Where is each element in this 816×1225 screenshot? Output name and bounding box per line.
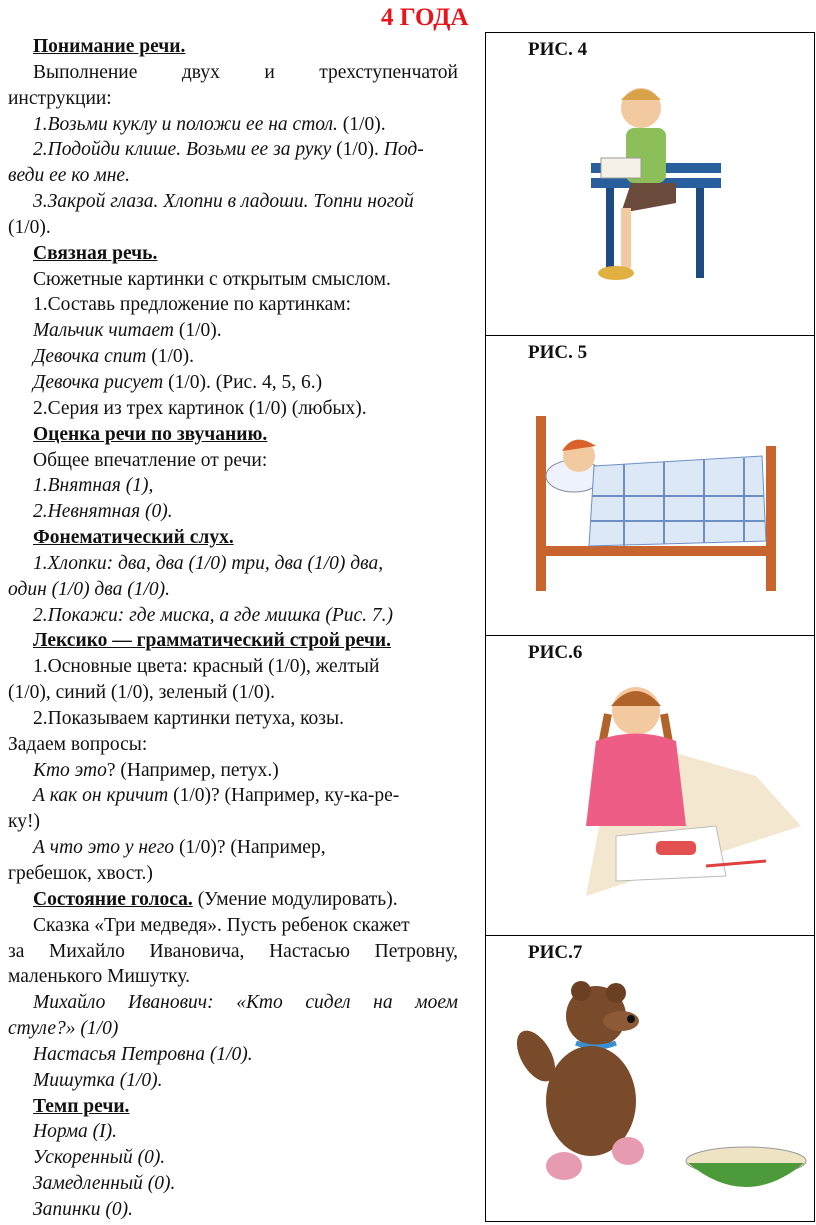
- text-segment: за Михайло Ивановича, Настасью Петровну,: [8, 940, 458, 962]
- italic-text: Девочка рисует: [33, 371, 164, 393]
- text-line: [8, 422, 458, 448]
- text-segment: (Умение модулировать).: [192, 888, 398, 910]
- text-line: [8, 990, 458, 1016]
- text-line: [8, 783, 458, 809]
- text-line: [8, 34, 458, 60]
- italic-text: 2.Покажи: где миска, а где мишка (Рис. 7.): [33, 604, 394, 626]
- italic-text: стуле?» (1/0): [8, 1018, 119, 1040]
- teddy-bear-and-bowl-illustration: [516, 981, 816, 1211]
- boy-reading-illustration: [581, 78, 731, 308]
- section-heading: Оценка речи по звучанию.: [33, 423, 268, 445]
- text-segment: 2.Показываем картинки петуха, козы.: [33, 707, 344, 729]
- text-segment: (1/0).: [146, 346, 194, 368]
- section-heading: Фонематический слух.: [33, 527, 234, 549]
- text-line: [8, 732, 458, 758]
- text-line: [8, 86, 458, 112]
- section-heading: Связная речь.: [33, 242, 158, 264]
- text-segment: (1/0).: [174, 320, 222, 342]
- text-line: [8, 680, 458, 706]
- italic-text: Под-: [383, 139, 424, 161]
- text-line: [8, 318, 458, 344]
- text-segment: Задаем вопросы:: [8, 733, 148, 755]
- italic-text: Кто это: [33, 759, 107, 781]
- text-line: [8, 1119, 458, 1145]
- italic-text: веди ее ко мне.: [8, 165, 130, 187]
- text-segment: ку!): [8, 811, 40, 833]
- text-line: [8, 551, 458, 577]
- text-line: [8, 1068, 458, 1094]
- text-segment: инструкции:: [8, 87, 112, 109]
- italic-text: Мальчик читает: [33, 320, 175, 342]
- text-line: [8, 654, 458, 680]
- section-heading: Лексико — грамматический строй речи.: [33, 630, 392, 652]
- text-line: [8, 913, 458, 939]
- text-line: [8, 267, 458, 293]
- text-line: [8, 370, 458, 396]
- text-segment: ? (Например, петух.): [106, 759, 279, 781]
- text-line: [8, 137, 458, 163]
- text-segment: (1/0)? (Например, ку-ка-ре-: [168, 785, 400, 807]
- figure-cell-5: [486, 336, 814, 636]
- italic-text: Замедленный (0).: [33, 1173, 176, 1195]
- text-line: [8, 60, 458, 86]
- text-segment: Сюжетные картинки с открытым смыслом.: [33, 268, 391, 290]
- text-segment: Общее впечатление от речи:: [33, 449, 268, 471]
- italic-text: 2.Невнятная (0).: [33, 501, 173, 523]
- text-line: [8, 628, 458, 654]
- section-heading: Понимание речи.: [33, 36, 186, 57]
- text-line: [8, 887, 458, 913]
- italic-text: 1.Внятная (1),: [33, 475, 154, 497]
- text-line: [8, 473, 458, 499]
- figure-caption: РИС. 5: [528, 342, 588, 363]
- text-line: [8, 215, 458, 241]
- text-segment: Выполнение двух и трехступенчатой: [33, 61, 458, 83]
- girl-sleeping-illustration: [534, 406, 784, 596]
- figure-cell-6: [486, 636, 814, 936]
- italic-text: 3.Закрой глаза. Хлопни в ладоши. Топни ногой: [33, 191, 414, 213]
- text-segment: гребешок, хвост.): [8, 863, 153, 884]
- figure-caption: РИС. 4: [528, 39, 588, 60]
- text-line: [8, 861, 458, 887]
- section-heading: Состояние голоса.: [33, 888, 193, 910]
- italic-text: Запинки (0).: [33, 1198, 133, 1220]
- text-line: [8, 1197, 458, 1223]
- text-line: [8, 163, 458, 189]
- text-line: [8, 1094, 458, 1120]
- text-line: [8, 1171, 458, 1197]
- text-line: [8, 758, 458, 784]
- text-segment: 1.Основные цвета: красный (1/0), желтый: [33, 656, 380, 678]
- figure-cell-4: [486, 33, 814, 336]
- italic-text: А как он кричит: [33, 785, 169, 807]
- text-line: [8, 964, 458, 990]
- text-line: [8, 809, 458, 835]
- text-line: [8, 525, 458, 551]
- text-line: [8, 189, 458, 215]
- section-heading: Темп речи.: [33, 1095, 130, 1117]
- text-line: [8, 448, 458, 474]
- figures-table: [485, 32, 815, 1222]
- figure-cell-7: [486, 936, 814, 1223]
- italic-text: один (1/0) два (1/0).: [8, 578, 171, 600]
- text-segment: 1.Составь предложение по картинкам:: [33, 294, 352, 316]
- figure-caption: РИС.7: [528, 942, 583, 963]
- italic-text: Мишутка (1/0).: [33, 1069, 163, 1091]
- text-line: [8, 939, 458, 965]
- italic-text: Михайло Иванович: «Кто сидел на моем: [33, 992, 458, 1014]
- text-segment: (1/0).: [331, 139, 384, 161]
- text-segment: 2.Серия из трех картинок (1/0) (любых).: [33, 397, 367, 419]
- italic-text: Настасья Петровна (1/0).: [33, 1043, 253, 1065]
- text-line: [8, 1145, 458, 1171]
- text-line: [8, 835, 458, 861]
- text-line: [8, 603, 458, 629]
- text-segment: (1/0)? (Например,: [174, 837, 326, 859]
- italic-text: Норма (I).: [33, 1121, 118, 1143]
- text-line: [8, 344, 458, 370]
- italic-text: Девочка спит: [33, 346, 147, 368]
- italic-text: Ускоренный (0).: [33, 1147, 166, 1169]
- text-segment: Сказка «Три медведя». Пусть ребенок скажет: [33, 914, 410, 936]
- text-segment: маленького Мишутку.: [8, 966, 191, 988]
- text-line: [8, 396, 458, 422]
- text-segment: (1/0).: [8, 216, 51, 238]
- text-line: [8, 1042, 458, 1068]
- page-title: 4 ГОДА: [381, 4, 469, 31]
- italic-text: 1.Возьми куклу и положи ее на стол.: [33, 113, 338, 135]
- italic-text: А что это у него: [33, 837, 175, 859]
- figure-caption: РИС.6: [528, 642, 583, 663]
- text-line: [8, 499, 458, 525]
- text-line: [8, 577, 458, 603]
- girl-drawing-illustration: [556, 676, 806, 906]
- italic-text: 2.Подойди клише. Возьми ее за руку: [33, 139, 332, 161]
- text-line: [8, 706, 458, 732]
- text-line: [8, 112, 458, 138]
- text-line: [8, 1016, 458, 1042]
- text-segment: (1/0). (Рис. 4, 5, 6.): [163, 371, 323, 393]
- text-segment: (1/0).: [337, 113, 386, 135]
- text-segment: (1/0), синий (1/0), зеленый (1/0).: [8, 682, 275, 704]
- text-line: [8, 241, 458, 267]
- italic-text: 1.Хлопки: два, два (1/0) три, два (1/0) два,: [33, 552, 384, 574]
- text-line: [8, 292, 458, 318]
- text-column: [8, 34, 458, 1223]
